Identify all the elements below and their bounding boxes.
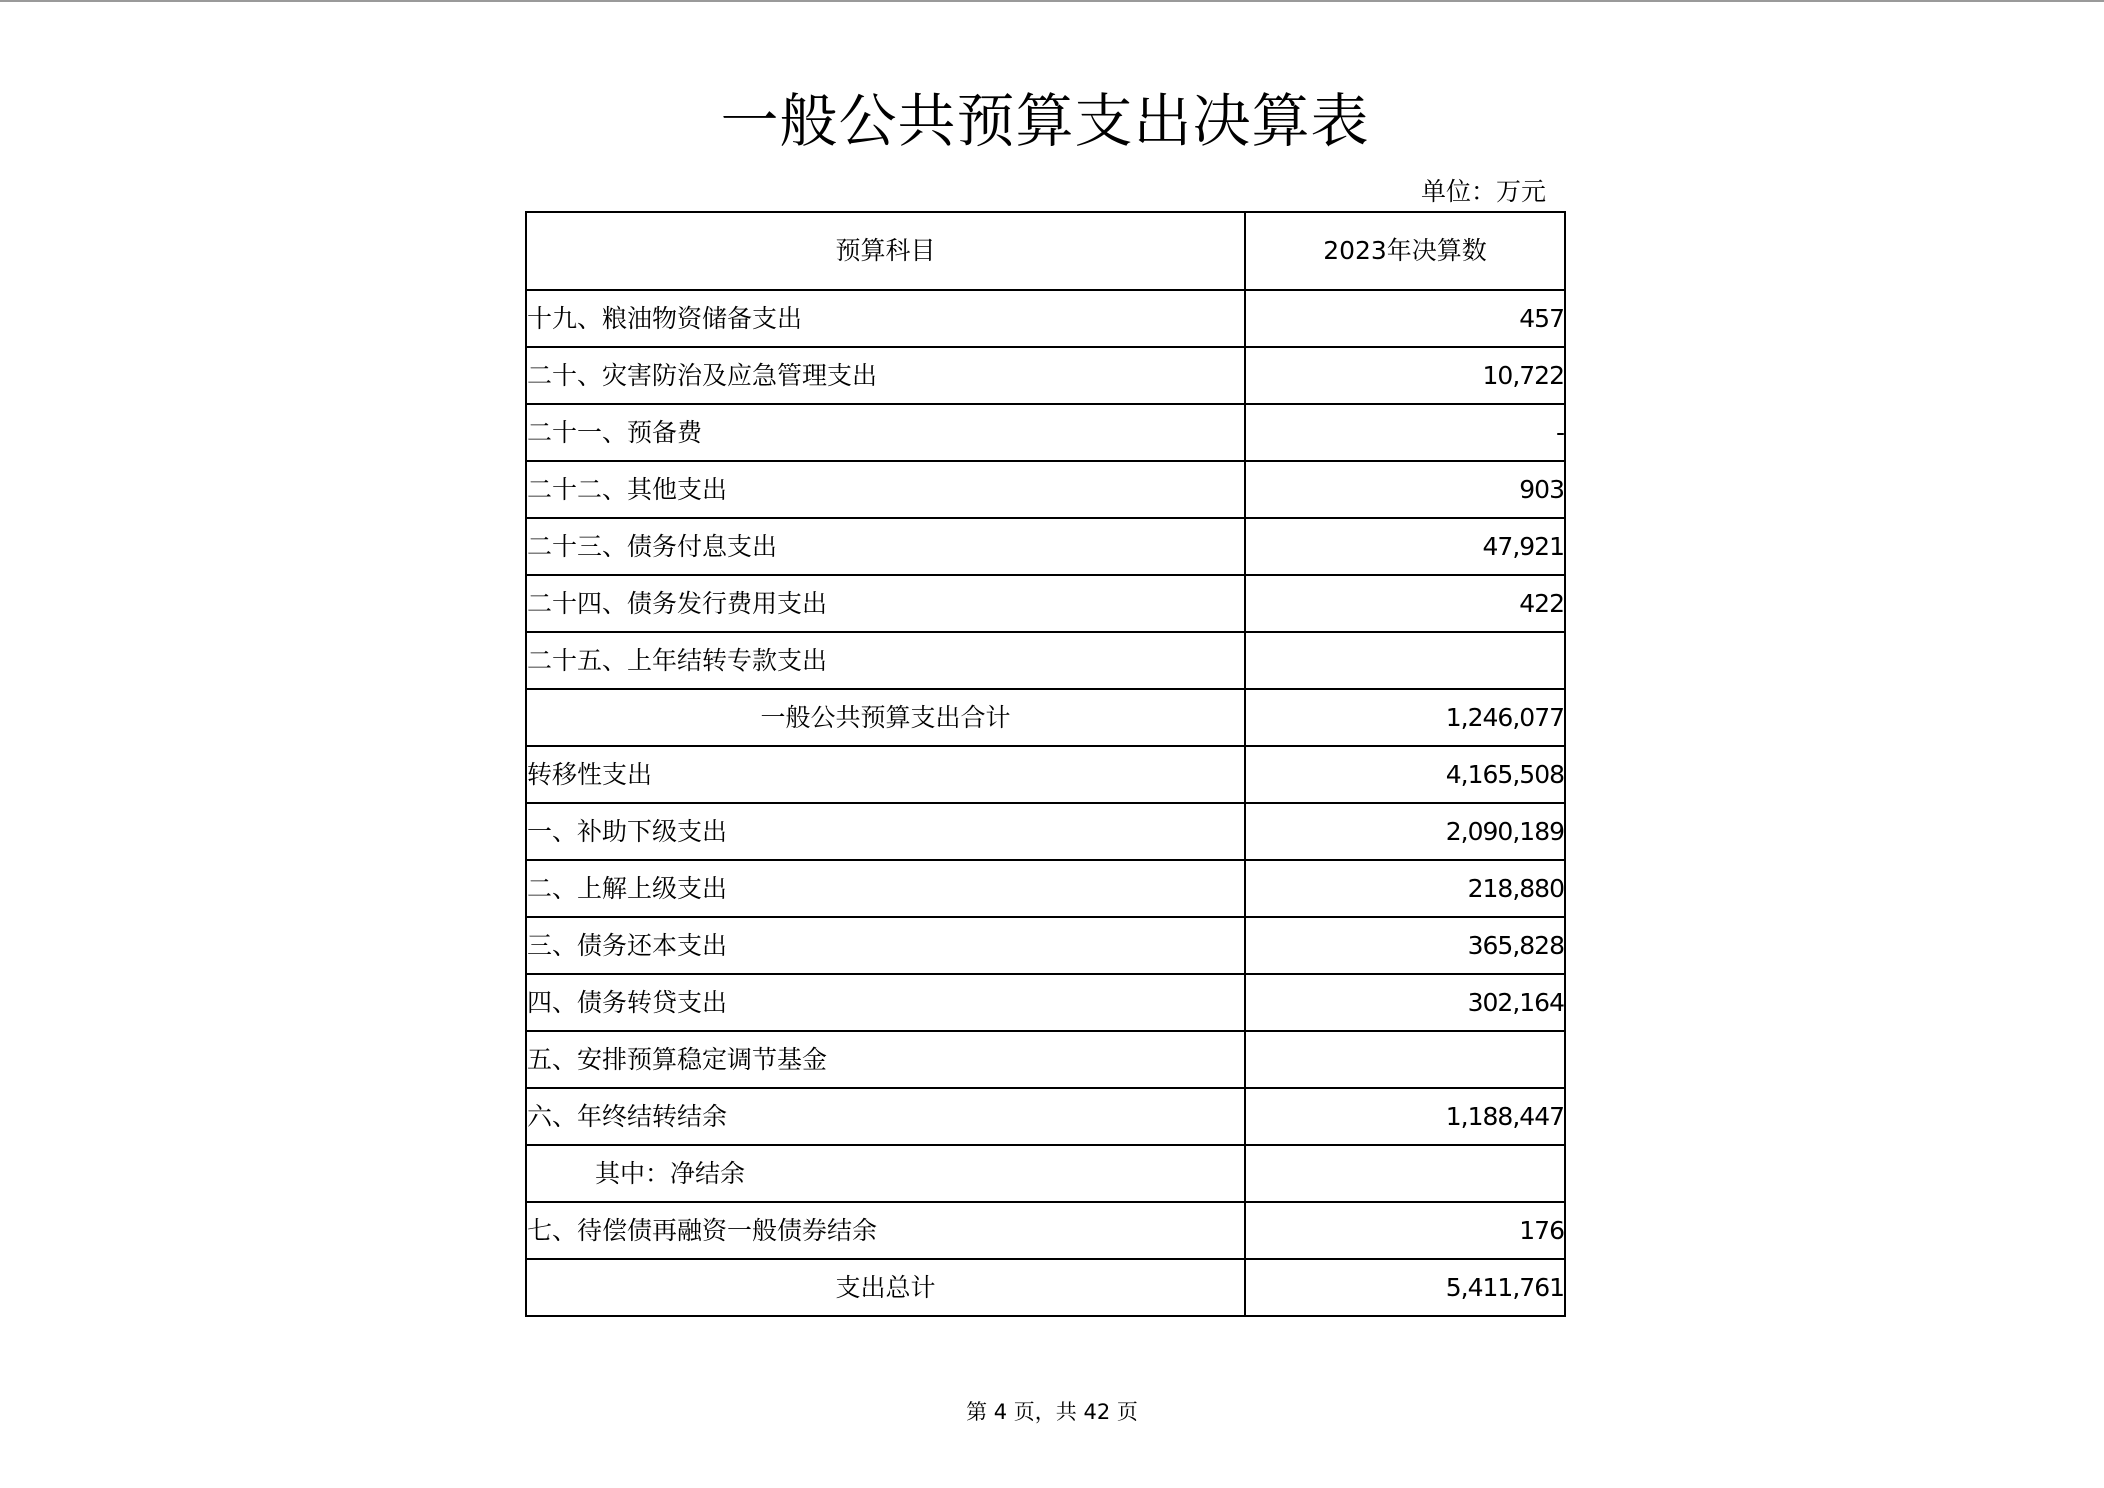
table-row xyxy=(526,347,1565,404)
table-row xyxy=(526,404,1565,461)
row-value: 422 xyxy=(1245,575,1565,632)
row-item: 二十四、债务发行费用支出 xyxy=(526,575,1245,632)
section-label: 转移性支出 xyxy=(526,746,1245,803)
table-row xyxy=(526,632,1565,689)
row-value: 10,722 xyxy=(1245,347,1565,404)
row-item: 四、债务转贷支出 xyxy=(526,974,1245,1031)
table-row xyxy=(526,917,1565,974)
row-item: 十九、粮油物资储备支出 xyxy=(526,290,1245,347)
subtotal-row xyxy=(526,689,1565,746)
page-top-border xyxy=(0,0,2104,2)
row-value: - xyxy=(1245,404,1565,461)
row-item: 一、补助下级支出 xyxy=(526,803,1245,860)
table-row xyxy=(526,974,1565,1031)
table-row xyxy=(526,1088,1565,1145)
row-value: 2,090,189 xyxy=(1245,803,1565,860)
table-row xyxy=(526,1031,1565,1088)
row-item-indented: 其中：净结余 xyxy=(526,1145,1245,1202)
row-item: 二十一、预备费 xyxy=(526,404,1245,461)
grand-total-label: 支出总计 xyxy=(526,1259,1245,1316)
document-title: 一般公共预算支出决算表 xyxy=(720,87,1370,155)
subtotal-label: 一般公共预算支出合计 xyxy=(526,689,1245,746)
budget-expenditure-table xyxy=(525,211,1566,1317)
row-item: 二十二、其他支出 xyxy=(526,461,1245,518)
row-value: 903 xyxy=(1245,461,1565,518)
section-row xyxy=(526,746,1565,803)
header-budget-item: 预算科目 xyxy=(526,212,1245,290)
row-item: 三、债务还本支出 xyxy=(526,917,1245,974)
row-value: 47,921 xyxy=(1245,518,1565,575)
row-value: 176 xyxy=(1245,1202,1565,1259)
unit-label: 单位：万元 xyxy=(1420,177,1546,206)
row-item: 七、待偿债再融资一般债券结余 xyxy=(526,1202,1245,1259)
row-item: 二、上解上级支出 xyxy=(526,860,1245,917)
table-row xyxy=(526,518,1565,575)
row-value: 302,164 xyxy=(1245,974,1565,1031)
row-item: 五、安排预算稳定调节基金 xyxy=(526,1031,1245,1088)
row-item: 二十三、债务付息支出 xyxy=(526,518,1245,575)
table-row xyxy=(526,1145,1565,1202)
table-row xyxy=(526,290,1565,347)
table-row xyxy=(526,860,1565,917)
grand-total-value: 5,411,761 xyxy=(1245,1259,1565,1316)
row-value xyxy=(1245,632,1565,689)
row-value: 457 xyxy=(1245,290,1565,347)
row-value xyxy=(1245,1031,1565,1088)
row-value: 1,188,447 xyxy=(1245,1088,1565,1145)
row-item: 六、年终结转结余 xyxy=(526,1088,1245,1145)
table-row xyxy=(526,1202,1565,1259)
row-item: 二十五、上年结转专款支出 xyxy=(526,632,1245,689)
table-header-row xyxy=(526,212,1565,290)
table-row xyxy=(526,803,1565,860)
header-2023-final-amount: 2023年决算数 xyxy=(1245,212,1565,290)
subtotal-value: 1,246,077 xyxy=(1245,689,1565,746)
grand-total-row xyxy=(526,1259,1565,1316)
row-item: 二十、灾害防治及应急管理支出 xyxy=(526,347,1245,404)
table-row xyxy=(526,575,1565,632)
page-number-footer: 第 4 页，共 42 页 xyxy=(966,1400,1138,1424)
row-value: 365,828 xyxy=(1245,917,1565,974)
row-value: 218,880 xyxy=(1245,860,1565,917)
row-value xyxy=(1245,1145,1565,1202)
table-row xyxy=(526,461,1565,518)
section-value: 4,165,508 xyxy=(1245,746,1565,803)
